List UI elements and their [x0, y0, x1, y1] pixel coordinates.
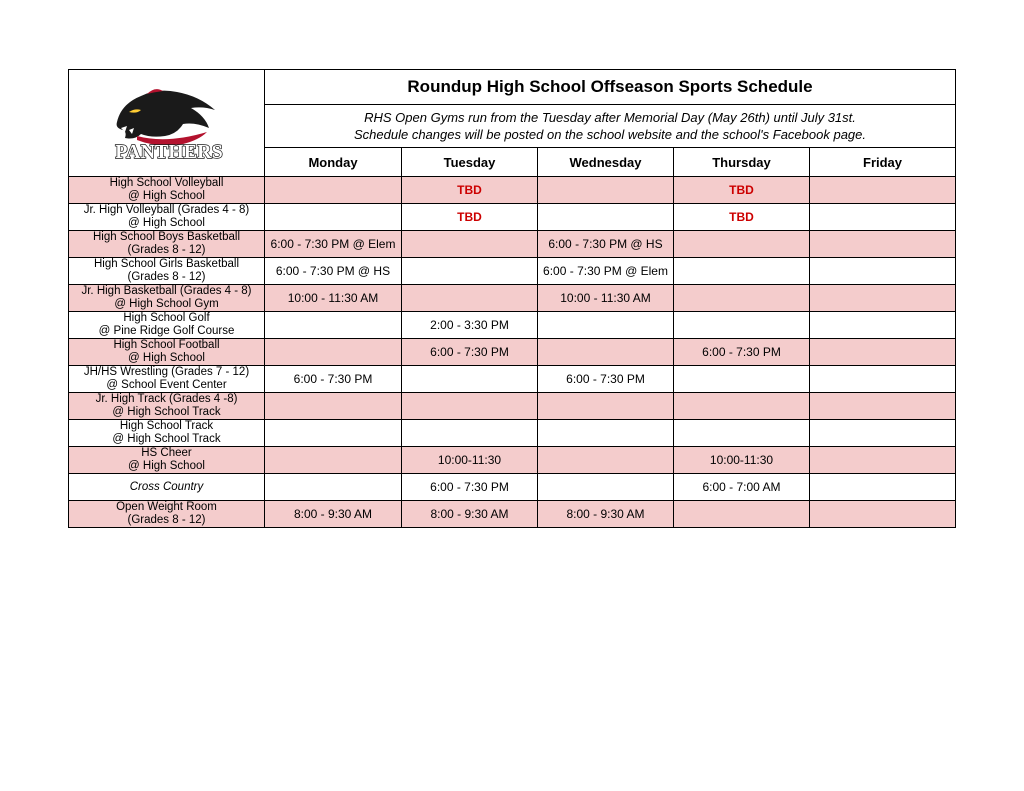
activity-line: High School Football [113, 339, 220, 351]
subtitle-line: RHS Open Gyms run from the Tuesday after Memorial Day (May 26th) until July 31st. [364, 110, 856, 125]
activity-line: Jr. High Track (Grades 4 -8) [95, 393, 238, 405]
schedule-cell-friday [810, 312, 956, 339]
activity-line: @ High School Track [112, 433, 221, 445]
activity-cell [69, 204, 265, 231]
schedule-cell-wednesday [538, 312, 674, 339]
schedule-cell-friday [810, 231, 956, 258]
subtitle-line: Schedule changes will be posted on the school website and the school's Facebook page. [354, 127, 866, 142]
activity-line: @ High School [128, 190, 205, 202]
day-header-thursday: Thursday [674, 148, 810, 177]
schedule-cell-monday: 6:00 - 7:30 PM [265, 366, 402, 393]
schedule-cell-monday [265, 393, 402, 420]
schedule-cell-tuesday: 8:00 - 9:30 AM [402, 501, 538, 528]
table-row [69, 366, 956, 393]
schedule-cell-wednesday: 10:00 - 11:30 AM [538, 285, 674, 312]
table-row [69, 501, 956, 528]
schedule-cell-wednesday [538, 177, 674, 204]
schedule-cell-thursday: TBD [674, 177, 810, 204]
activity-line: @ High School [128, 352, 205, 364]
activity-line: (Grades 8 - 12) [127, 244, 206, 256]
schedule-cell-tuesday: 6:00 - 7:30 PM [402, 339, 538, 366]
schedule-cell-friday [810, 177, 956, 204]
day-header-monday: Monday [265, 148, 402, 177]
schedule-cell-thursday [674, 366, 810, 393]
schedule-cell-tuesday [402, 420, 538, 447]
activity-line: HS Cheer [141, 447, 192, 459]
schedule-cell-monday [265, 204, 402, 231]
schedule-cell-tuesday: TBD [402, 204, 538, 231]
activity-cell [69, 420, 265, 447]
schedule-cell-wednesday: 6:00 - 7:30 PM [538, 366, 674, 393]
table-row [69, 177, 956, 204]
activity-cell [69, 312, 265, 339]
subtitle [265, 105, 956, 148]
activity-line: Cross Country [129, 480, 204, 493]
activity-line: @ High School Gym [114, 298, 219, 310]
schedule-cell-friday [810, 420, 956, 447]
schedule-cell-thursday [674, 420, 810, 447]
schedule-cell-wednesday: 6:00 - 7:30 PM @ HS [538, 231, 674, 258]
activity-cell [69, 339, 265, 366]
schedule-cell-monday [265, 447, 402, 474]
activity-cell [69, 501, 265, 528]
table-row [69, 447, 956, 474]
activity-line: Jr. High Basketball (Grades 4 - 8) [81, 285, 252, 297]
schedule-cell-monday: 10:00 - 11:30 AM [265, 285, 402, 312]
schedule-cell-monday [265, 312, 402, 339]
schedule-cell-monday [265, 339, 402, 366]
activity-line: @ School Event Center [106, 379, 227, 391]
schedule-cell-monday [265, 474, 402, 501]
activity-line: @ Pine Ridge Golf Course [98, 325, 235, 337]
schedule-cell-tuesday: 2:00 - 3:30 PM [402, 312, 538, 339]
schedule-cell-wednesday: 8:00 - 9:30 AM [538, 501, 674, 528]
logo-cell [69, 70, 265, 177]
schedule-cell-wednesday [538, 204, 674, 231]
activity-cell [69, 231, 265, 258]
day-header-wednesday: Wednesday [538, 148, 674, 177]
schedule-cell-tuesday [402, 366, 538, 393]
schedule-cell-tuesday: TBD [402, 177, 538, 204]
activity-line: Open Weight Room [116, 501, 217, 513]
schedule-cell-wednesday [538, 420, 674, 447]
schedule-cell-thursday [674, 312, 810, 339]
day-header-tuesday: Tuesday [402, 148, 538, 177]
schedule-cell-tuesday [402, 231, 538, 258]
schedule-table [68, 69, 956, 528]
schedule-cell-friday [810, 393, 956, 420]
activity-cell [69, 366, 265, 393]
schedule-cell-thursday [674, 501, 810, 528]
schedule-cell-thursday [674, 258, 810, 285]
table-row [69, 393, 956, 420]
schedule-cell-wednesday [538, 339, 674, 366]
activity-cell [69, 447, 265, 474]
table-row [69, 312, 956, 339]
schedule-cell-monday: 6:00 - 7:30 PM @ HS [265, 258, 402, 285]
table-row [69, 420, 956, 447]
schedule-cell-friday [810, 204, 956, 231]
table-row [69, 339, 956, 366]
activity-line: (Grades 8 - 12) [127, 271, 206, 283]
table-row [69, 231, 956, 258]
schedule-cell-tuesday [402, 285, 538, 312]
schedule-cell-wednesday [538, 393, 674, 420]
table-row [69, 285, 956, 312]
activity-line: High School Track [119, 420, 214, 432]
day-header-friday: Friday [810, 148, 956, 177]
activity-cell [69, 393, 265, 420]
table-row [69, 474, 956, 501]
schedule-cell-tuesday: 6:00 - 7:30 PM [402, 474, 538, 501]
logo-text: PANTHERS [114, 141, 223, 163]
schedule-cell-thursday: 10:00-11:30 [674, 447, 810, 474]
activity-line: High School Boys Basketball [92, 231, 241, 243]
schedule-cell-friday [810, 447, 956, 474]
schedule-cell-wednesday [538, 474, 674, 501]
schedule-cell-friday [810, 339, 956, 366]
schedule-cell-friday [810, 285, 956, 312]
activity-line: @ High School Track [112, 406, 221, 418]
schedule-cell-tuesday [402, 258, 538, 285]
schedule-cell-wednesday [538, 447, 674, 474]
schedule-cell-thursday: 6:00 - 7:30 PM [674, 339, 810, 366]
schedule-cell-friday [810, 258, 956, 285]
table-row [69, 258, 956, 285]
schedule-cell-tuesday [402, 393, 538, 420]
activity-cell [69, 474, 265, 501]
schedule-cell-monday [265, 177, 402, 204]
activity-line: (Grades 8 - 12) [127, 514, 206, 526]
schedule-cell-thursday [674, 231, 810, 258]
schedule-cell-thursday: 6:00 - 7:00 AM [674, 474, 810, 501]
panther-logo-icon [107, 82, 227, 164]
schedule-cell-thursday: TBD [674, 204, 810, 231]
schedule-cell-monday [265, 420, 402, 447]
activity-line: Jr. High Volleyball (Grades 4 - 8) [83, 204, 250, 216]
schedule-cell-tuesday: 10:00-11:30 [402, 447, 538, 474]
activity-line: High School Golf [123, 312, 210, 324]
schedule-cell-friday [810, 501, 956, 528]
activity-cell [69, 258, 265, 285]
schedule-cell-monday: 8:00 - 9:30 AM [265, 501, 402, 528]
activity-line: High School Volleyball [109, 177, 224, 189]
activity-line: High School Girls Basketball [93, 258, 240, 270]
activity-cell [69, 177, 265, 204]
activity-line: @ High School [128, 460, 205, 472]
activity-cell [69, 285, 265, 312]
schedule-cell-monday: 6:00 - 7:30 PM @ Elem [265, 231, 402, 258]
schedule-cell-thursday [674, 393, 810, 420]
schedule-cell-thursday [674, 285, 810, 312]
page-title: Roundup High School Offseason Sports Schedule [265, 70, 956, 105]
activity-line: JH/HS Wrestling (Grades 7 - 12) [83, 366, 250, 378]
activity-line: @ High School [128, 217, 205, 229]
schedule-cell-friday [810, 366, 956, 393]
schedule-cell-wednesday: 6:00 - 7:30 PM @ Elem [538, 258, 674, 285]
schedule-cell-friday [810, 474, 956, 501]
table-row [69, 204, 956, 231]
